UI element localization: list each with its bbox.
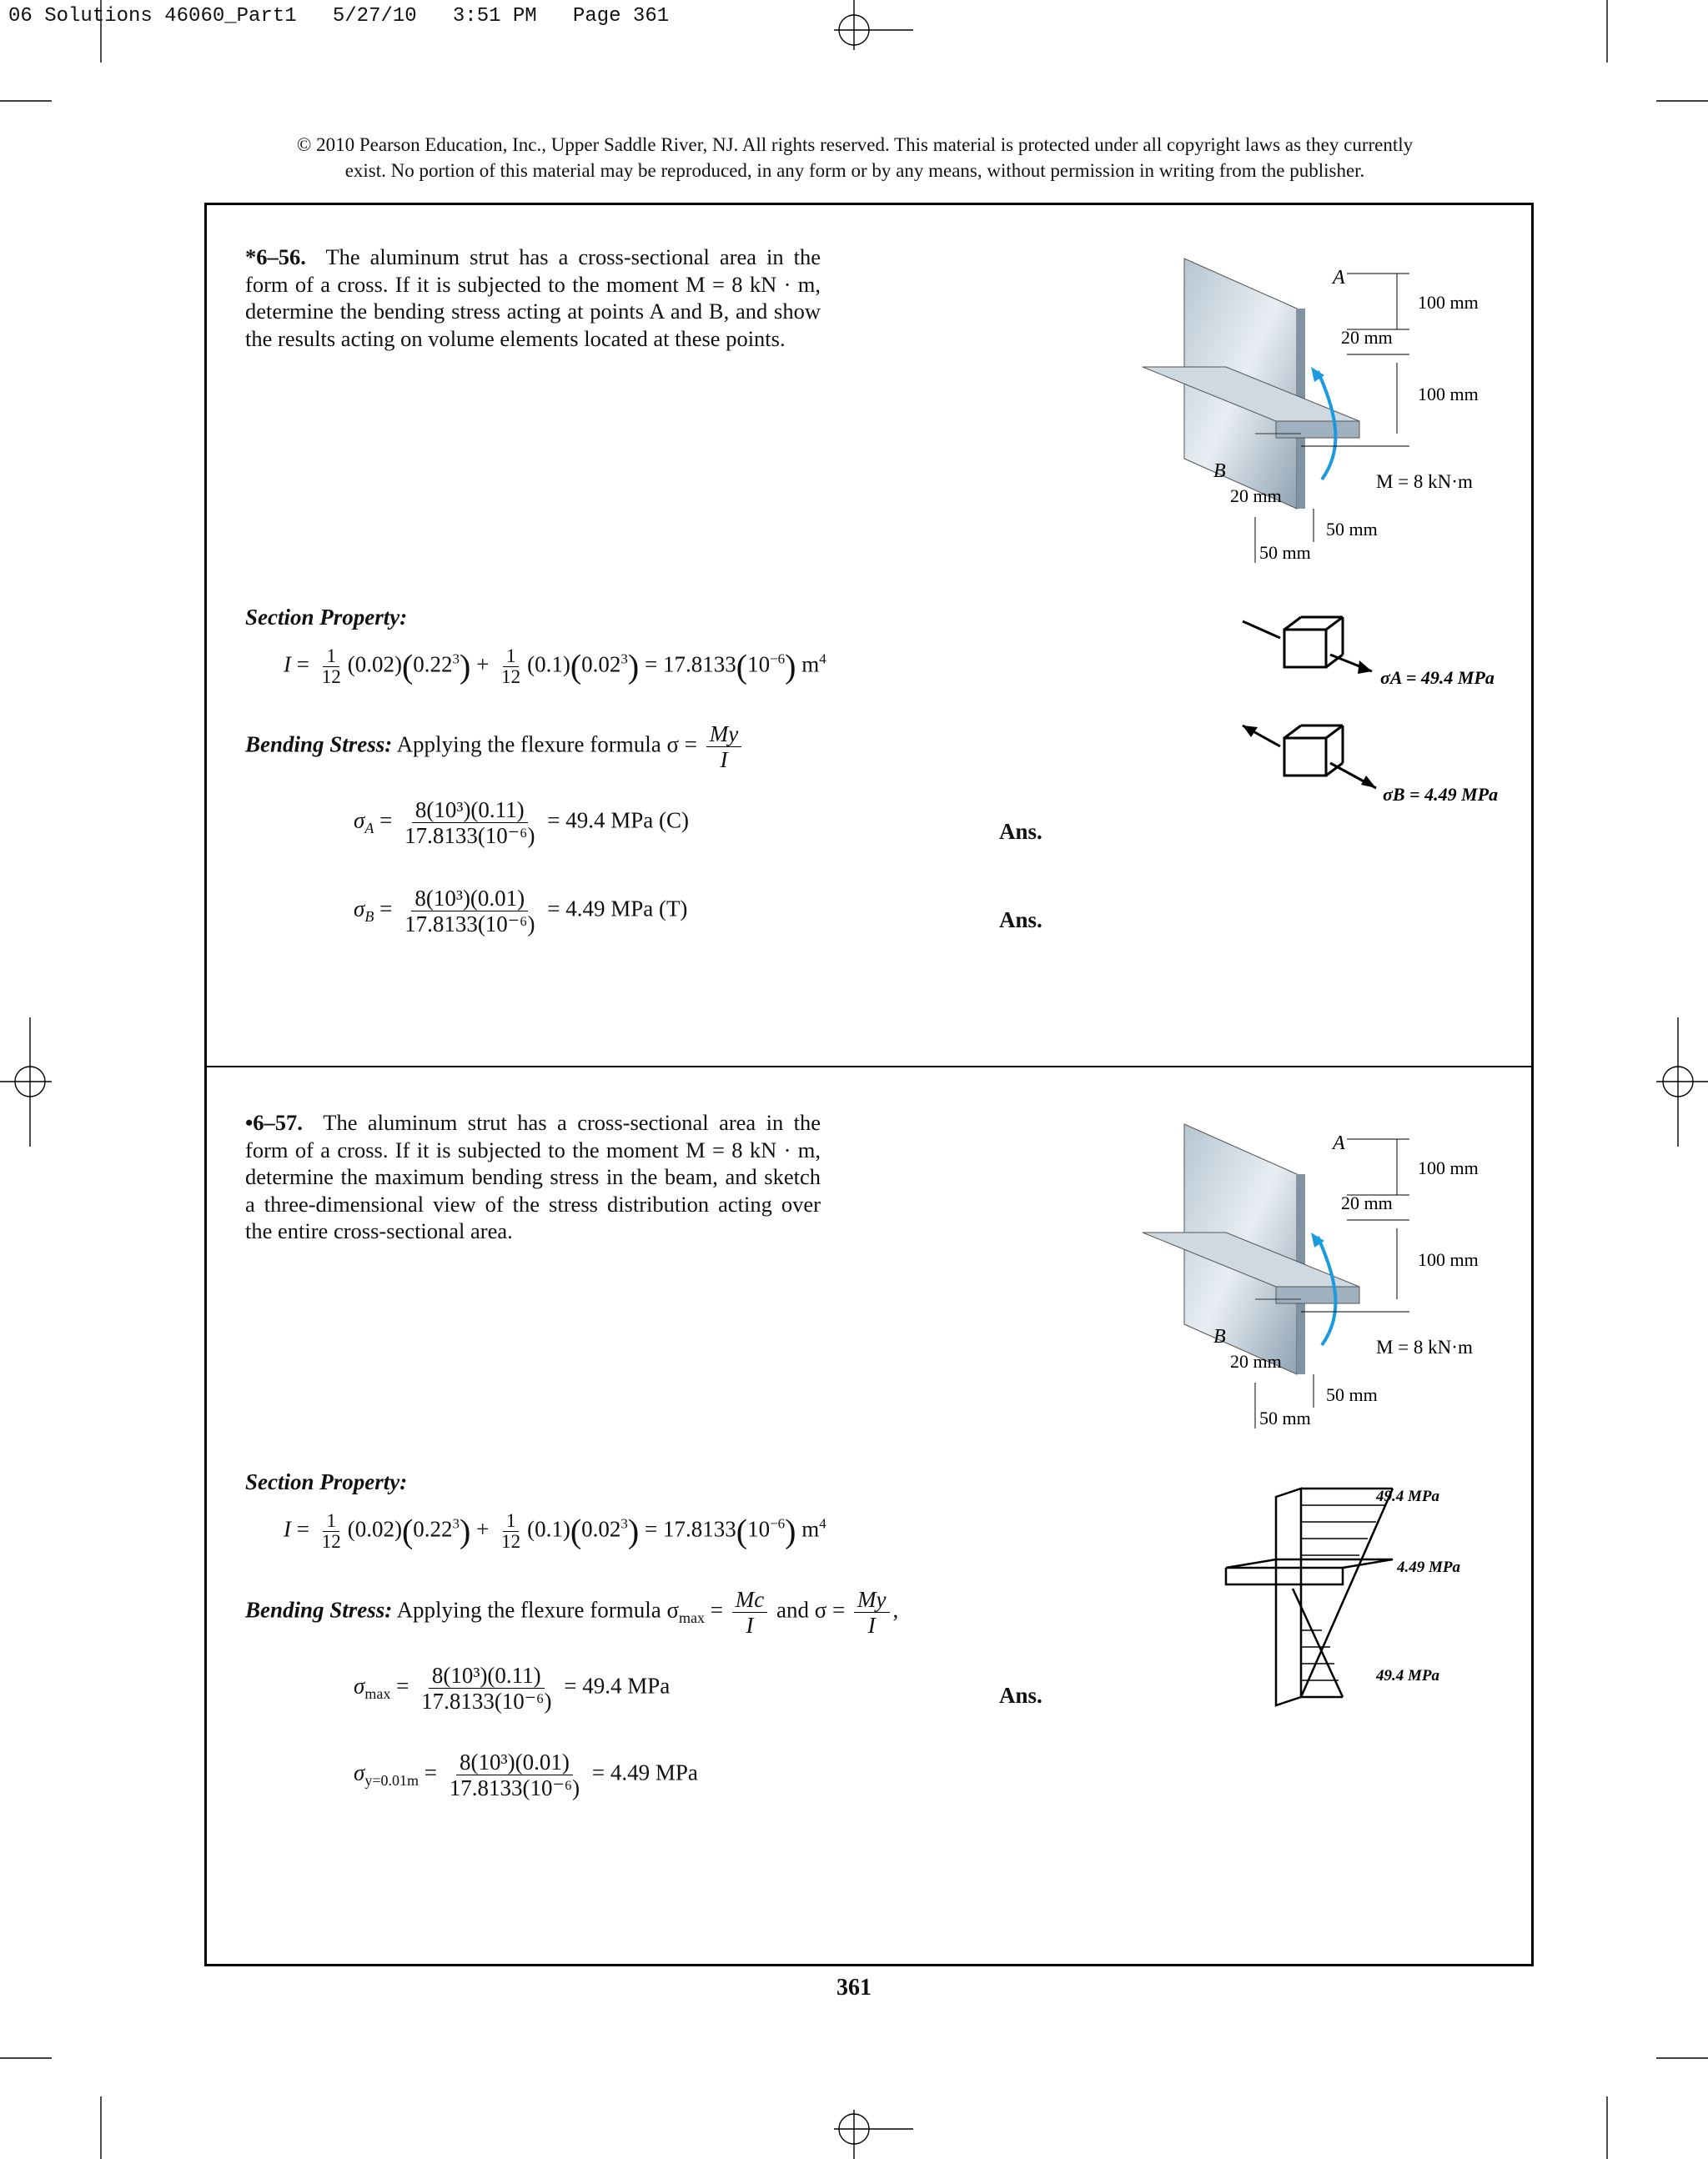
copyright-line-1: © 2010 Pearson Education, Inc., Upper Saddle River, NJ. All rights reserved. This material is protected under all copyright laws as they currently bbox=[296, 134, 1414, 155]
bending-stress-line: Bending Stress: Applying the flexure formula $\sigma_{max}$ = $\frac{Mc}{I}$ and σ = $\frac{My}{I}$ , bbox=[245, 1587, 899, 1638]
frac-num: 1 bbox=[323, 646, 339, 667]
point-b-label: B bbox=[1213, 460, 1226, 482]
max-sub: max bbox=[679, 1609, 706, 1627]
dim-100-bottom: 100 mm bbox=[1418, 1249, 1479, 1270]
frac-den: I bbox=[867, 1613, 876, 1638]
sigma-symbol: σ bbox=[354, 807, 365, 833]
problem-57-text: The aluminum strut has a cross-sectional area in the form of a cross. If it is subjected to the moment M = 8 kN · m, determine the maximum bending stress in the beam, and sketch a three-dimensional view of the stress distribution acting over the entire cross-sectional area. bbox=[245, 1110, 821, 1243]
and-text: and σ = bbox=[776, 1597, 846, 1623]
frac-num: Mc bbox=[732, 1587, 767, 1613]
dim-100-bottom: 100 mm bbox=[1418, 384, 1479, 404]
stress-bottom-label: 49.4 MPa bbox=[1376, 1667, 1439, 1685]
bending-stress-line bbox=[245, 721, 745, 772]
answer-label: Ans. bbox=[999, 819, 1042, 844]
dim-100-top: 100 mm bbox=[1418, 292, 1479, 313]
frac-den: 17.8133(10⁻⁶) bbox=[421, 1689, 552, 1714]
frac-num: 1 bbox=[323, 1511, 339, 1532]
inertia-equation: I = $\frac{1}{12}$ $(0.02)(0.22^3)$ + $\frac{1}{12}$ $(0.1)(0.02^3) = 17.8133(10^{-6})$ $m^4$ bbox=[284, 1510, 826, 1552]
sigma-b-sketch-label: σB = 4.49 MPa bbox=[1383, 784, 1499, 805]
dim-20-top: 20 mm bbox=[1341, 1192, 1393, 1213]
sigma-symbol: σ bbox=[354, 896, 365, 921]
dim-50-left: 50 mm bbox=[1259, 542, 1311, 563]
sigma-symbol: σ bbox=[354, 1673, 365, 1699]
strut-figure-56 bbox=[1134, 242, 1510, 575]
dim-50-left: 50 mm bbox=[1259, 1408, 1311, 1428]
stress-top-label: 49.4 MPa bbox=[1376, 1488, 1439, 1505]
sigma-symbol: σ bbox=[354, 1760, 365, 1785]
sigma-a-sketch-label: σA = 49.4 MPa bbox=[1380, 667, 1494, 688]
frac-num: 1 bbox=[503, 1511, 520, 1532]
sigma-b-result: = 4.49 MPa (T) bbox=[547, 896, 688, 921]
dim-100-top: 100 mm bbox=[1418, 1157, 1479, 1178]
sigma-sub: A bbox=[364, 820, 374, 837]
frac-den: 12 bbox=[501, 1531, 521, 1552]
problem-56-text: The aluminum strut has a cross-sectional area in the form of a cross. If it is subjected to the moment M = 8 kN · m, determine the bending stress acting at points A and B, and show the results acting on volume elements located at these points. bbox=[245, 244, 821, 351]
bending-text: Applying the flexure formula σ = bbox=[396, 731, 698, 757]
problem-56-statement bbox=[245, 244, 821, 352]
sigma-sub: y=0.01m bbox=[364, 1772, 419, 1790]
answer-label: Ans. bbox=[999, 1683, 1042, 1708]
strut-figure-57 bbox=[1134, 1107, 1510, 1441]
point-b-label: B bbox=[1213, 1326, 1226, 1348]
volume-element-sketch-56 bbox=[1234, 600, 1518, 817]
dim-20-bottom: 20 mm bbox=[1230, 1351, 1282, 1372]
frac-den: 17.8133(10⁻⁶) bbox=[404, 823, 535, 848]
problem-57-number: •6–57. bbox=[245, 1110, 303, 1135]
copyright-line-2: exist. No portion of this material may be reproduced, in any form or by any means, without permission in writing from the publisher. bbox=[344, 160, 1365, 181]
frac-den: 12 bbox=[501, 666, 521, 687]
frac-den: I bbox=[746, 1613, 754, 1638]
dim-50-right: 50 mm bbox=[1326, 519, 1378, 540]
section-property-heading: Section Property: bbox=[245, 605, 408, 630]
sigma-sub: max bbox=[364, 1685, 391, 1703]
stress-mid-label: 4.49 MPa bbox=[1397, 1559, 1460, 1576]
problem-56-number: *6–56. bbox=[245, 244, 306, 269]
frac-num: 8(10³)(0.01) bbox=[456, 1750, 573, 1775]
frac-num: 8(10³)(0.11) bbox=[412, 797, 528, 823]
moment-label: M = 8 kN·m bbox=[1376, 1337, 1473, 1358]
sigma-max-equation: $\sigma_{max}$ = $\frac{\text{8(10³)(0.11)}}{\text{17.8133(10⁻⁶)}}$ = 49.4 MPa bbox=[354, 1663, 671, 1714]
problem-divider bbox=[204, 1066, 1534, 1067]
equals: = bbox=[710, 1597, 724, 1623]
frac-num: My bbox=[854, 1587, 889, 1613]
frac-den: 12 bbox=[321, 666, 341, 687]
print-slug: 06 Solutions 46060_Part1 5/27/10 3:51 PM Page 361 bbox=[8, 5, 670, 28]
answer-label: Ans. bbox=[999, 907, 1042, 932]
sigma-a-result: = 49.4 MPa (C) bbox=[547, 807, 689, 833]
sigma-b-equation: $\sigma_B$ = $\frac{\text{8(10³)(0.01)}}{\text{17.8133(10⁻⁶)}}$ = 4.49 MPa (T) bbox=[354, 886, 688, 936]
bending-label: Bending Stress: bbox=[245, 731, 393, 757]
frac-den: 17.8133(10⁻⁶) bbox=[449, 1775, 580, 1800]
section-property-heading: Section Property: bbox=[245, 1469, 408, 1494]
moment-label: M = 8 kN·m bbox=[1376, 471, 1473, 492]
dim-20-bottom: 20 mm bbox=[1230, 485, 1282, 506]
sigma-y-result: = 4.49 MPa bbox=[591, 1760, 698, 1785]
sigma-sub: B bbox=[364, 908, 374, 926]
point-a-label: A bbox=[1333, 267, 1345, 289]
sigma-max-result: = 49.4 MPa bbox=[564, 1673, 671, 1699]
sigma-y-equation: $\sigma_{y=0.01m}$ = $\frac{\text{8(10³)(0.01)}}{\text{17.8133(10⁻⁶)}}$ = 4.49 MPa bbox=[354, 1750, 698, 1800]
sigma-a-equation: $\sigma_A$ = $\frac{\text{8(10³)(0.11)}}{\text{17.8133(10⁻⁶)}}$ = 49.4 MPa (C) bbox=[354, 797, 689, 848]
frac-num: 8(10³)(0.01) bbox=[411, 886, 528, 911]
bending-label: Bending Stress: bbox=[245, 1597, 393, 1623]
frac-num: My bbox=[706, 721, 741, 747]
bending-text: Applying the flexure formula σ bbox=[396, 1597, 680, 1623]
frac-den: 12 bbox=[321, 1531, 341, 1552]
frac-den: 17.8133(10⁻⁶) bbox=[404, 911, 535, 936]
frac-num: 1 bbox=[503, 646, 520, 667]
problem-57-statement bbox=[245, 1109, 821, 1245]
inertia-equation: I = $\frac{1}{12}$ $(0.02)(0.22^3)$ + $\frac{1}{12}$ $(0.1)(0.02^3) = 17.8133(10^{-6})$ $m^4$ bbox=[284, 645, 826, 687]
frac-den: I bbox=[720, 747, 728, 772]
frac-num: 8(10³)(0.11) bbox=[429, 1663, 545, 1689]
dim-20-top: 20 mm bbox=[1341, 327, 1393, 348]
point-a-label: A bbox=[1333, 1132, 1345, 1154]
page-number: 361 bbox=[836, 1975, 872, 2001]
dim-50-right: 50 mm bbox=[1326, 1384, 1378, 1405]
stress-distribution-sketch-57 bbox=[1218, 1480, 1518, 1714]
